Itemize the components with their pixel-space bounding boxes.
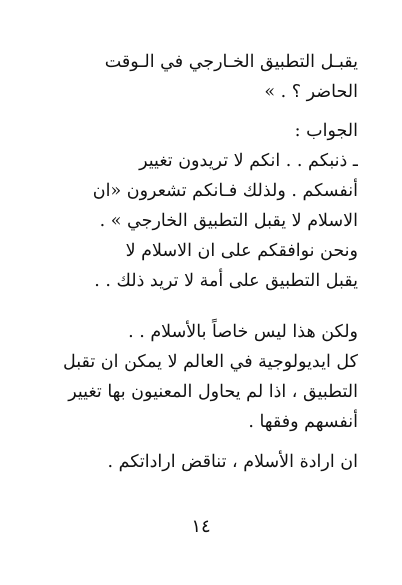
answer-paragraph-3 bbox=[62, 317, 358, 437]
answer-heading bbox=[62, 116, 358, 146]
answer-paragraph-2 bbox=[62, 236, 358, 296]
text-line: أنفسهم وفقها . bbox=[248, 412, 358, 432]
text-line: ولكن هذا ليس خاصاً بالأسلام . . bbox=[128, 322, 358, 342]
page-number: ١٤ bbox=[191, 516, 211, 537]
text-line: الاسلام لا يقبل التطبيق الخارجي » . bbox=[99, 211, 358, 231]
text-line: الحاضر ؟ . » bbox=[264, 82, 358, 102]
answer-paragraph-1 bbox=[62, 146, 358, 236]
text-line: أنفسكم . ولذلك فـانكم تشعرون «ان bbox=[92, 181, 358, 201]
text-line: كل ايديولوجية في العالم لا يمكن ان تقبل bbox=[62, 352, 358, 372]
text-line: الجواب : bbox=[294, 121, 358, 141]
question-paragraph bbox=[62, 47, 358, 107]
text-line: ان ارادة الأسلام ، تناقض اراداتكم . bbox=[107, 452, 358, 472]
text-line: التطبيق ، اذا لم يحاول المعنيون بها تغيير bbox=[68, 382, 358, 402]
answer-paragraph-4 bbox=[62, 447, 358, 477]
text-line: ـ ذنبكم . . انكم لا تريدون تغيير bbox=[139, 151, 358, 171]
text-line: يقبـل التطبيق الخـارجي في الـوقت bbox=[104, 52, 358, 72]
text-line: يقبل التطبيق على أمة لا تريد ذلك . . bbox=[94, 271, 358, 291]
text-line: ونحن نوافقكم على ان الاسلام لا bbox=[125, 241, 358, 261]
